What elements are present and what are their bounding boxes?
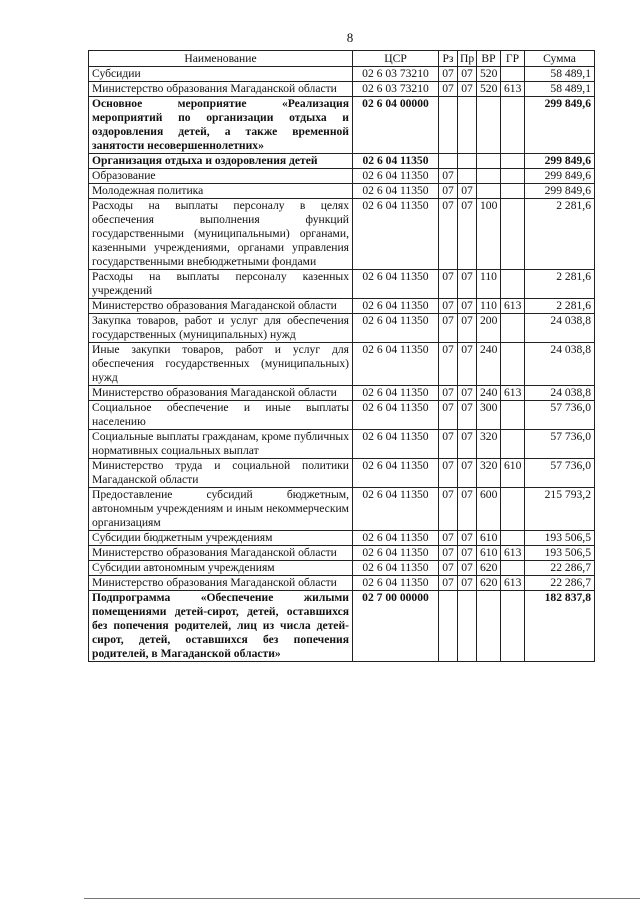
cell-sum: 299 849,6 [525,184,595,199]
cell-rz [439,154,458,169]
cell-name: Расходы на выплаты персоналу казенных учреждений [89,270,353,299]
cell-rz: 07 [439,270,458,299]
cell-pr: 07 [458,199,477,270]
table-row [89,561,595,576]
cell-rz: 07 [439,386,458,401]
cell-vr: 320 [477,430,501,459]
cell-vr [477,97,501,154]
cell-name: Молодежная политика [89,184,353,199]
cell-name: Закупка товаров, работ и услуг для обеспечения государственных (муниципальных) нужд [89,314,353,343]
cell-pr [458,169,477,184]
cell-pr: 07 [458,386,477,401]
cell-rz: 07 [439,459,458,488]
cell-pr: 07 [458,488,477,531]
cell-gr [501,343,525,386]
cell-sum: 2 281,6 [525,299,595,314]
cell-name: Предоставление субсидий бюджетным, автономным учреждениям и иным некоммерческим организациям [89,488,353,531]
cell-csr: 02 7 00 00000 [353,591,439,662]
cell-pr: 07 [458,401,477,430]
header-csr: ЦСР [353,51,439,67]
cell-gr [501,67,525,82]
cell-sum: 57 736,0 [525,459,595,488]
cell-pr: 07 [458,343,477,386]
cell-gr [501,154,525,169]
cell-rz: 07 [439,299,458,314]
cell-csr: 02 6 04 11350 [353,199,439,270]
cell-vr: 100 [477,199,501,270]
cell-sum: 24 038,8 [525,386,595,401]
header-row [89,51,595,67]
cell-name: Социальное обеспечение и иные выплаты населению [89,401,353,430]
cell-pr: 07 [458,82,477,97]
cell-sum: 57 736,0 [525,401,595,430]
cell-vr [477,591,501,662]
cell-vr: 520 [477,82,501,97]
table-row [89,459,595,488]
cell-vr [477,184,501,199]
cell-gr [501,199,525,270]
cell-csr: 02 6 04 11350 [353,576,439,591]
cell-sum: 24 038,8 [525,343,595,386]
cell-sum: 2 281,6 [525,270,595,299]
cell-name: Организация отдыха и оздоровления детей [89,154,353,169]
cell-sum: 299 849,6 [525,97,595,154]
table-row [89,97,595,154]
cell-csr: 02 6 04 11350 [353,430,439,459]
header-pr: Пр [458,51,477,67]
cell-name: Субсидии [89,67,353,82]
table-row [89,576,595,591]
cell-rz: 07 [439,199,458,270]
cell-sum: 193 506,5 [525,546,595,561]
cell-csr: 02 6 04 11350 [353,169,439,184]
cell-csr: 02 6 04 11350 [353,154,439,169]
cell-csr: 02 6 04 11350 [353,546,439,561]
cell-csr: 02 6 04 00000 [353,97,439,154]
cell-rz: 07 [439,67,458,82]
cell-gr [501,184,525,199]
cell-pr: 07 [458,546,477,561]
table-row [89,488,595,531]
cell-vr: 620 [477,576,501,591]
cell-rz: 07 [439,82,458,97]
cell-gr [501,591,525,662]
cell-gr [501,314,525,343]
cell-vr: 610 [477,546,501,561]
cell-gr [501,401,525,430]
cell-vr: 320 [477,459,501,488]
cell-name: Основное мероприятие «Реализация мероприятий по организации отдыха и оздоровления детей, а также временной занятости несовершеннолетних» [89,97,353,154]
cell-vr: 110 [477,270,501,299]
cell-vr: 240 [477,386,501,401]
cell-sum: 299 849,6 [525,154,595,169]
cell-pr: 07 [458,561,477,576]
cell-gr [501,488,525,531]
cell-gr: 613 [501,299,525,314]
cell-name: Образование [89,169,353,184]
table-row [89,184,595,199]
cell-csr: 02 6 04 11350 [353,314,439,343]
cell-vr: 110 [477,299,501,314]
cell-name: Министерство образования Магаданской области [89,299,353,314]
cell-csr: 02 6 03 73210 [353,82,439,97]
cell-gr: 613 [501,546,525,561]
cell-rz: 07 [439,430,458,459]
cell-csr: 02 6 04 11350 [353,561,439,576]
cell-sum: 215 793,2 [525,488,595,531]
table-row [89,299,595,314]
cell-pr: 07 [458,576,477,591]
table-row [89,270,595,299]
cell-name: Социальные выплаты гражданам, кроме публичных нормативных социальных выплат [89,430,353,459]
cell-sum: 299 849,6 [525,169,595,184]
cell-pr: 07 [458,270,477,299]
table-row [89,199,595,270]
budget-table [88,50,595,662]
cell-sum: 58 489,1 [525,82,595,97]
cell-gr: 610 [501,459,525,488]
cell-rz: 07 [439,531,458,546]
cell-pr: 07 [458,430,477,459]
cell-sum: 22 286,7 [525,561,595,576]
cell-rz: 07 [439,184,458,199]
cell-csr: 02 6 04 11350 [353,299,439,314]
cell-pr: 07 [458,184,477,199]
cell-vr [477,154,501,169]
cell-gr [501,531,525,546]
cell-name: Иные закупки товаров, работ и услуг для обеспечения государственных (муниципальных) нужд [89,343,353,386]
cell-csr: 02 6 04 11350 [353,270,439,299]
cell-gr: 613 [501,576,525,591]
cell-csr: 02 6 04 11350 [353,401,439,430]
cell-pr: 07 [458,459,477,488]
footer-rule [84,898,640,899]
cell-vr: 610 [477,531,501,546]
cell-rz: 07 [439,314,458,343]
cell-vr: 240 [477,343,501,386]
cell-name: Подпрограмма «Обеспечение жилыми помещениями детей-сирот, детей, оставшихся без попечения родителей, лиц из числа детей-сирот, детей, оставшихся без попечения родителей, в Магаданской области» [89,591,353,662]
page-number: 8 [346,30,354,45]
cell-rz: 07 [439,561,458,576]
cell-rz: 07 [439,488,458,531]
cell-name: Министерство труда и социальной политики Магаданской области [89,459,353,488]
cell-pr: 07 [458,299,477,314]
table-row [89,314,595,343]
cell-vr: 600 [477,488,501,531]
header-name: Наименование [89,51,353,67]
cell-rz [439,97,458,154]
cell-vr: 300 [477,401,501,430]
table-row [89,169,595,184]
cell-gr [501,270,525,299]
table-row [89,386,595,401]
header-gr: ГР [501,51,525,67]
cell-gr [501,97,525,154]
cell-sum: 2 281,6 [525,199,595,270]
cell-csr: 02 6 04 11350 [353,459,439,488]
cell-sum: 24 038,8 [525,314,595,343]
table-row [89,430,595,459]
cell-rz: 07 [439,401,458,430]
cell-name: Субсидии автономным учреждениям [89,561,353,576]
cell-rz: 07 [439,343,458,386]
cell-name: Министерство образования Магаданской области [89,576,353,591]
cell-pr [458,591,477,662]
table-row [89,343,595,386]
cell-vr: 620 [477,561,501,576]
cell-name: Субсидии бюджетным учреждениям [89,531,353,546]
table-row [89,82,595,97]
table-row [89,531,595,546]
cell-sum: 22 286,7 [525,576,595,591]
cell-pr: 07 [458,531,477,546]
table-row [89,67,595,82]
cell-sum: 193 506,5 [525,531,595,546]
cell-csr: 02 6 04 11350 [353,531,439,546]
header-rz: Рз [439,51,458,67]
cell-gr [501,430,525,459]
cell-gr: 613 [501,82,525,97]
cell-vr: 520 [477,67,501,82]
cell-gr [501,169,525,184]
header-sum: Сумма [525,51,595,67]
cell-gr [501,561,525,576]
cell-csr: 02 6 04 11350 [353,343,439,386]
cell-rz: 07 [439,576,458,591]
cell-sum: 57 736,0 [525,430,595,459]
cell-name: Расходы на выплаты персоналу в целях обеспечения выполнения функций государственными (муниципальными) органами, казенными учреждениями, органами управления государственными внебюджетными фондами [89,199,353,270]
cell-pr [458,154,477,169]
cell-csr: 02 6 03 73210 [353,67,439,82]
header-vr: ВР [477,51,501,67]
cell-name: Министерство образования Магаданской области [89,82,353,97]
cell-pr: 07 [458,67,477,82]
cell-rz [439,591,458,662]
cell-gr: 613 [501,386,525,401]
table-row [89,154,595,169]
cell-pr [458,97,477,154]
table-row [89,546,595,561]
cell-sum: 58 489,1 [525,67,595,82]
cell-name: Министерство образования Магаданской области [89,386,353,401]
table-row [89,591,595,662]
cell-rz: 07 [439,169,458,184]
cell-csr: 02 6 04 11350 [353,488,439,531]
cell-name: Министерство образования Магаданской области [89,546,353,561]
cell-vr: 200 [477,314,501,343]
cell-csr: 02 6 04 11350 [353,386,439,401]
cell-csr: 02 6 04 11350 [353,184,439,199]
cell-pr: 07 [458,314,477,343]
cell-rz: 07 [439,546,458,561]
cell-vr [477,169,501,184]
table-row [89,401,595,430]
cell-sum: 182 837,8 [525,591,595,662]
